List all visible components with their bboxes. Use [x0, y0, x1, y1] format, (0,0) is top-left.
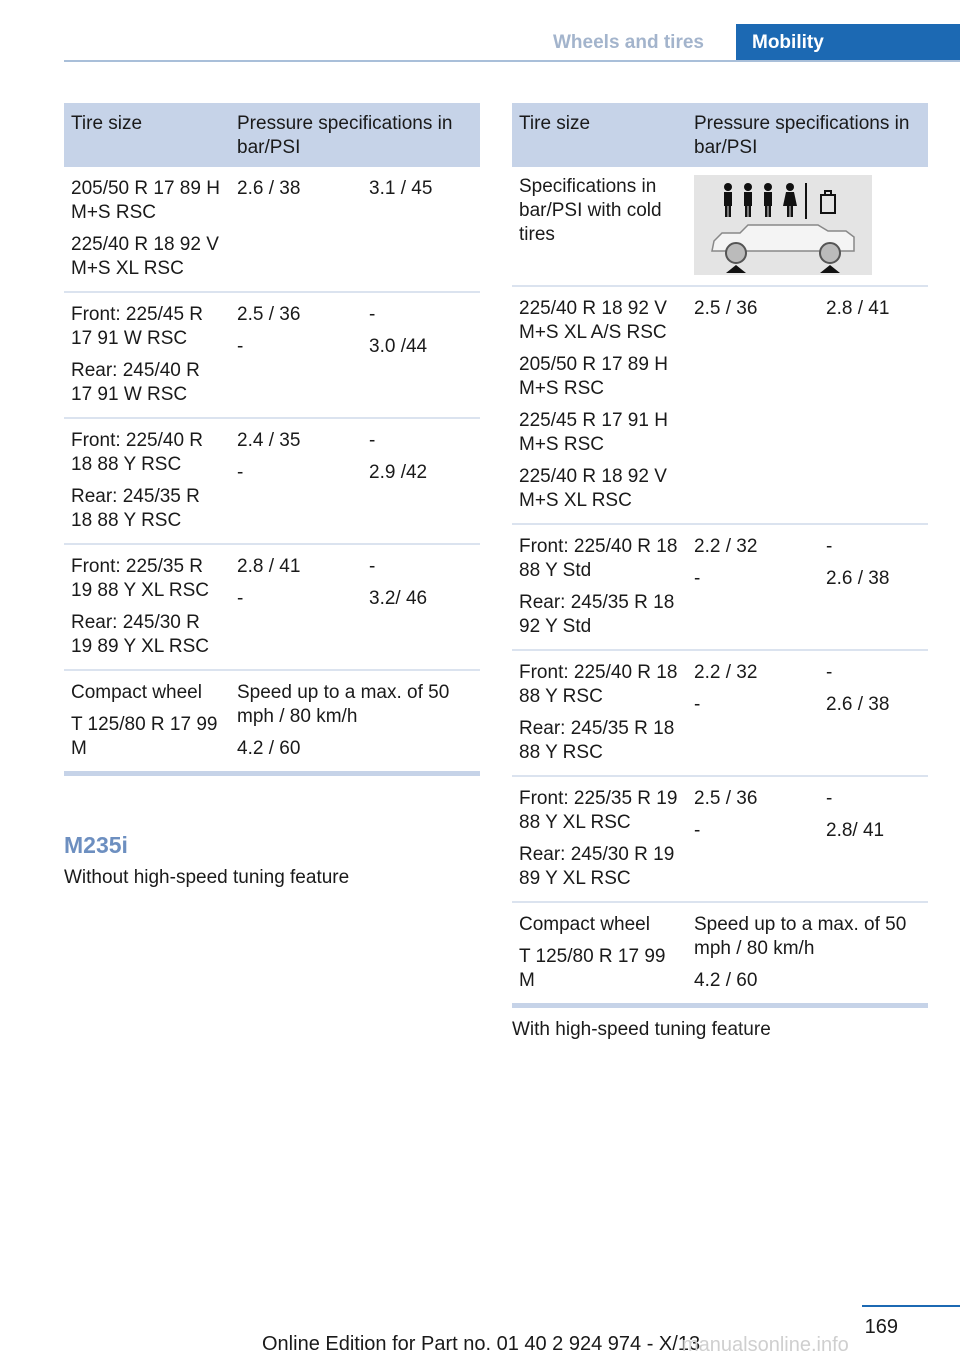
pressure-cell-line: - [237, 588, 244, 609]
tire-size-cell-line: 225/40 R 18 92 V M+S XL RSC [71, 234, 219, 279]
pressure-cell-line: - [694, 820, 701, 841]
tire-size-cell [64, 544, 230, 670]
tire-size-cell-line: T 125/80 R 17 99 M [71, 714, 218, 759]
pressure-cell-line: 4.2 / 60 [237, 738, 301, 759]
table-row [512, 650, 928, 776]
pressure-cell-line: 2.2 / 32 [694, 662, 758, 683]
vehicle-load-icon [694, 175, 872, 275]
pressure-cell-line: 2.5 / 36 [694, 788, 758, 809]
right-tire-table [512, 103, 928, 1008]
footer-rule [862, 1305, 960, 1307]
table-row [64, 418, 480, 544]
table-row [64, 544, 480, 670]
pressure-cell-line: 2.5 / 36 [237, 304, 301, 325]
pressure-cell [687, 286, 819, 524]
tire-size-cell-line: Rear: 245/35 R 18 92 Y Std [519, 592, 675, 637]
pressure-cell-line: - [369, 430, 376, 451]
pressure-cell-line: 2.6 / 38 [826, 694, 890, 715]
tire-size-cell-line: Front: 225/40 R 18 88 Y RSC [71, 430, 204, 475]
left-tire-table [64, 103, 480, 776]
pressure-cell-line: 2.6 / 38 [826, 568, 890, 589]
cold-tire-row [512, 167, 928, 286]
cold-tires-label: Specifications in bar/PSI with cold tires [512, 167, 687, 286]
tire-size-cell-line: Front: 225/45 R 17 91 W RSC [71, 304, 204, 349]
pressure-cell-line: 2.8/ 41 [826, 820, 885, 841]
left-rows [64, 167, 480, 774]
pressure-cell-line: 2.5 / 36 [694, 298, 758, 319]
pressure-cell-line: - [237, 336, 244, 357]
tire-size-cell-line: 225/40 R 18 92 V M+S XL RSC [519, 466, 667, 511]
pressure-cell-line: Speed up to a max. of 50 mph / 80 km/h [694, 914, 907, 959]
tire-size-cell-line: 225/45 R 17 91 H M+S RSC [519, 410, 668, 455]
pressure-cell-line: - [826, 662, 833, 683]
without-tuning-note: Without high-speed tuning feature [64, 867, 350, 888]
tire-size-cell-line: Rear: 245/40 R 17 91 W RSC [71, 360, 200, 405]
tire-size-cell-line: Rear: 245/35 R 18 88 Y RSC [519, 718, 675, 763]
tire-size-header: Tire size [64, 103, 230, 167]
tire-size-cell-line: Front: 225/40 R 18 88 Y RSC [519, 662, 678, 707]
pressure-cell-line: 4.2 / 60 [694, 970, 758, 991]
pressure-cell [230, 292, 362, 418]
tire-size-cell [512, 902, 687, 1006]
tire-size-cell-line: T 125/80 R 17 99 M [519, 946, 666, 991]
right-rows [512, 167, 928, 1006]
pressure-cell [819, 524, 928, 650]
table-row [512, 286, 928, 524]
pressure-cell-line: 3.0 /44 [369, 336, 428, 357]
compact-wheel-row [512, 902, 928, 1006]
pressure-cell [230, 167, 362, 292]
pressure-cell [687, 650, 819, 776]
tire-size-cell-line: Front: 225/35 R 19 88 Y XL RSC [71, 556, 210, 601]
edition-text: Online Edition for Part no. 01 40 2 924 974 - X/13 [262, 1333, 701, 1355]
pressure-cell [819, 650, 928, 776]
tire-size-header: Tire size [512, 103, 687, 167]
tire-size-cell-line: Rear: 245/30 R 19 89 Y XL RSC [519, 844, 675, 889]
pressure-cell [230, 418, 362, 544]
pressure-header: Pressure specifications in bar/PSI [230, 103, 480, 167]
pressure-cell [362, 544, 480, 670]
tire-size-cell [64, 418, 230, 544]
tire-size-cell-line: 205/50 R 17 89 H M+S RSC [71, 178, 220, 223]
pressure-cell [362, 167, 480, 292]
table-row [512, 524, 928, 650]
model-heading: M235i [64, 832, 128, 858]
pressure-cell-line: - [694, 694, 701, 715]
tire-size-cell-line: Front: 225/40 R 18 88 Y Std [519, 536, 678, 581]
pressure-cell-line: 2.6 / 38 [237, 178, 301, 199]
load-icon-cell [687, 167, 928, 286]
tire-size-cell [512, 650, 687, 776]
pressure-cell-line: - [826, 788, 833, 809]
tire-size-cell-line: Rear: 245/30 R 19 89 Y XL RSC [71, 612, 210, 657]
tire-size-cell [64, 167, 230, 292]
pressure-cell-line: - [369, 304, 376, 325]
pressure-cell-line: 2.4 / 35 [237, 430, 301, 451]
tire-size-cell-line: Compact wheel [519, 914, 650, 935]
table-row [512, 776, 928, 902]
tire-size-cell-line: 205/50 R 17 89 H M+S RSC [519, 354, 668, 399]
pressure-cell-line: 2.8 / 41 [826, 298, 890, 319]
pressure-cell [819, 776, 928, 902]
pressure-cell-line: 2.8 / 41 [237, 556, 301, 577]
with-tuning-note: With high-speed tuning feature [512, 1019, 771, 1040]
compact-wheel-row [64, 670, 480, 774]
pressure-cell-line: Speed up to a max. of 50 mph / 80 km/h [237, 682, 450, 727]
watermark: manualsonline.info [682, 1334, 849, 1356]
tire-size-cell-line: Front: 225/35 R 19 88 Y XL RSC [519, 788, 678, 833]
tire-size-cell [512, 524, 687, 650]
pressure-cell-line: 2.2 / 32 [694, 536, 758, 557]
pressure-cell [819, 286, 928, 524]
tire-size-cell [512, 286, 687, 524]
pressure-cell [687, 776, 819, 902]
pressure-cell-line: - [237, 462, 244, 483]
pressure-cell [687, 902, 928, 1006]
pressure-cell [362, 418, 480, 544]
pressure-cell [362, 292, 480, 418]
pressure-cell [230, 544, 362, 670]
pressure-cell-line: - [694, 568, 701, 589]
pressure-cell-line: - [369, 556, 376, 577]
pressure-cell [687, 524, 819, 650]
tire-size-cell-line: Compact wheel [71, 682, 202, 703]
tire-size-cell-line: Rear: 245/35 R 18 88 Y RSC [71, 486, 200, 531]
header-rule [64, 60, 960, 62]
pressure-cell [230, 670, 480, 774]
chapter-tab[interactable]: Mobility [736, 24, 960, 61]
tire-size-cell [64, 670, 230, 774]
table-row [64, 292, 480, 418]
pressure-cell-line: 3.2/ 46 [369, 588, 428, 609]
pressure-cell-line: - [826, 536, 833, 557]
page-number: 169 [864, 1316, 898, 1338]
section-title: Wheels and tires [553, 32, 704, 53]
pressure-cell-line: 2.9 /42 [369, 462, 428, 483]
pressure-cell-line: 3.1 / 45 [369, 178, 433, 199]
tire-size-cell-line: 225/40 R 18 92 V M+S XL A/S RSC [519, 298, 667, 343]
tire-size-cell [64, 292, 230, 418]
pressure-header: Pressure specifications in bar/PSI [687, 103, 928, 167]
tire-size-cell [512, 776, 687, 902]
table-row [64, 167, 480, 292]
